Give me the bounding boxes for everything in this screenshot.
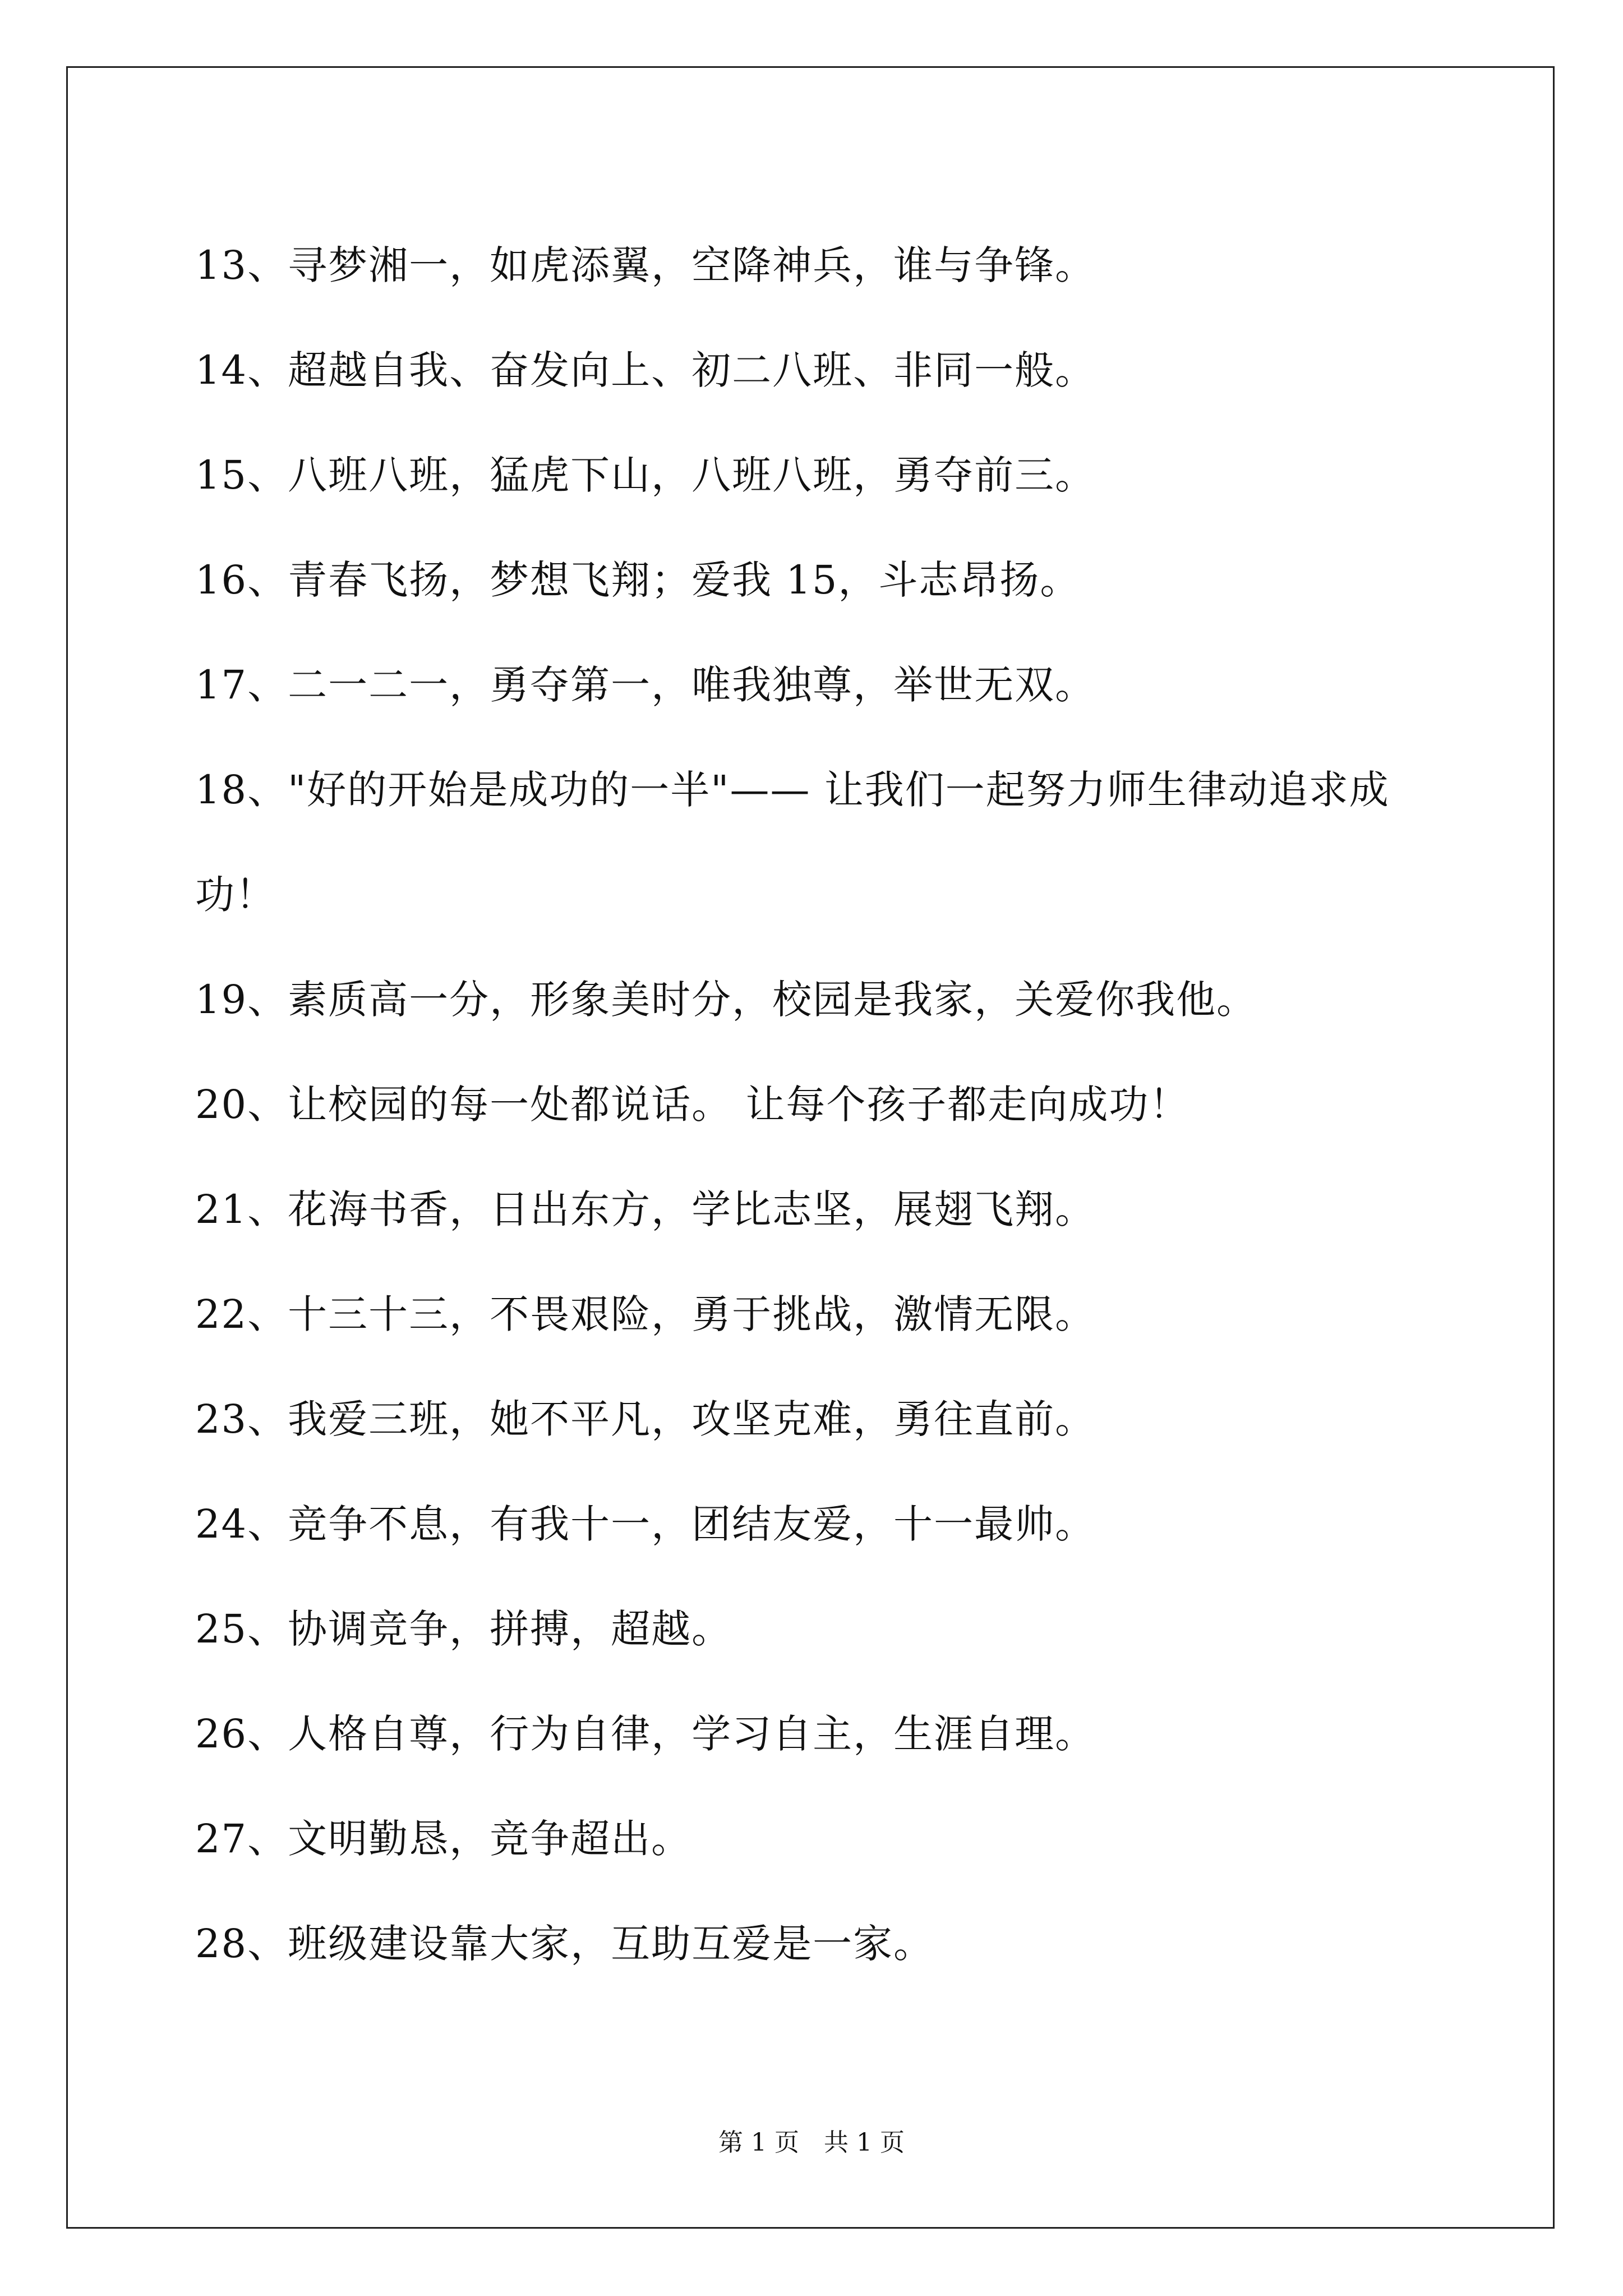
text-line: 27、文明勤恳，竞争超出。 xyxy=(195,1816,692,1862)
document-body xyxy=(195,213,1474,1996)
text-line: 13、寻梦湘一，如虎添翼，空降神兵，谁与争锋。 xyxy=(195,242,1096,288)
text-line: 19、素质高一分，形象美时分，校园是我家，关爱你我他。 xyxy=(195,977,1257,1023)
text-line: 15、八班八班，猛虎下山，八班八班，勇夺前三。 xyxy=(195,452,1096,498)
text-line: 22、十三十三，不畏艰险，勇于挑战，激情无限。 xyxy=(195,1291,1096,1337)
text-line: 14、超越自我、奋发向上、初二八班、非同一般。 xyxy=(195,347,1096,393)
text-line: 24、竞争不息，有我十一，团结友爱，十一最帅。 xyxy=(195,1501,1096,1547)
text-line: 25、协调竞争，拼搏，超越。 xyxy=(195,1606,732,1652)
text-line: 20、让校园的每一处都说话。 让每个孩子都走向成功！ xyxy=(195,1082,1190,1128)
text-line: 18、"好的开始是成功的一半"—— 让我们一起努力师生律动追求成 xyxy=(195,767,1390,813)
text-line: 26、人格自尊，行为自律，学习自主，生涯自理。 xyxy=(195,1711,1096,1757)
text-line: 功！ xyxy=(195,872,276,918)
text-line: 23、我爱三班，她不平凡，攻坚克难，勇往直前。 xyxy=(195,1396,1096,1442)
page-number-footer: 第 1 页 共 1 页 xyxy=(718,2128,905,2157)
text-line: 28、班级建设靠大家，互助互爱是一家。 xyxy=(195,1921,934,1967)
text-line: 17、二一二一，勇夺第一，唯我独尊，举世无双。 xyxy=(195,662,1096,708)
text-line: 16、青春飞扬，梦想飞翔；爱我 15，斗志昂扬。 xyxy=(195,557,1081,603)
text-line: 21、花海书香，日出东方，学比志坚，展翅飞翔。 xyxy=(195,1186,1096,1232)
